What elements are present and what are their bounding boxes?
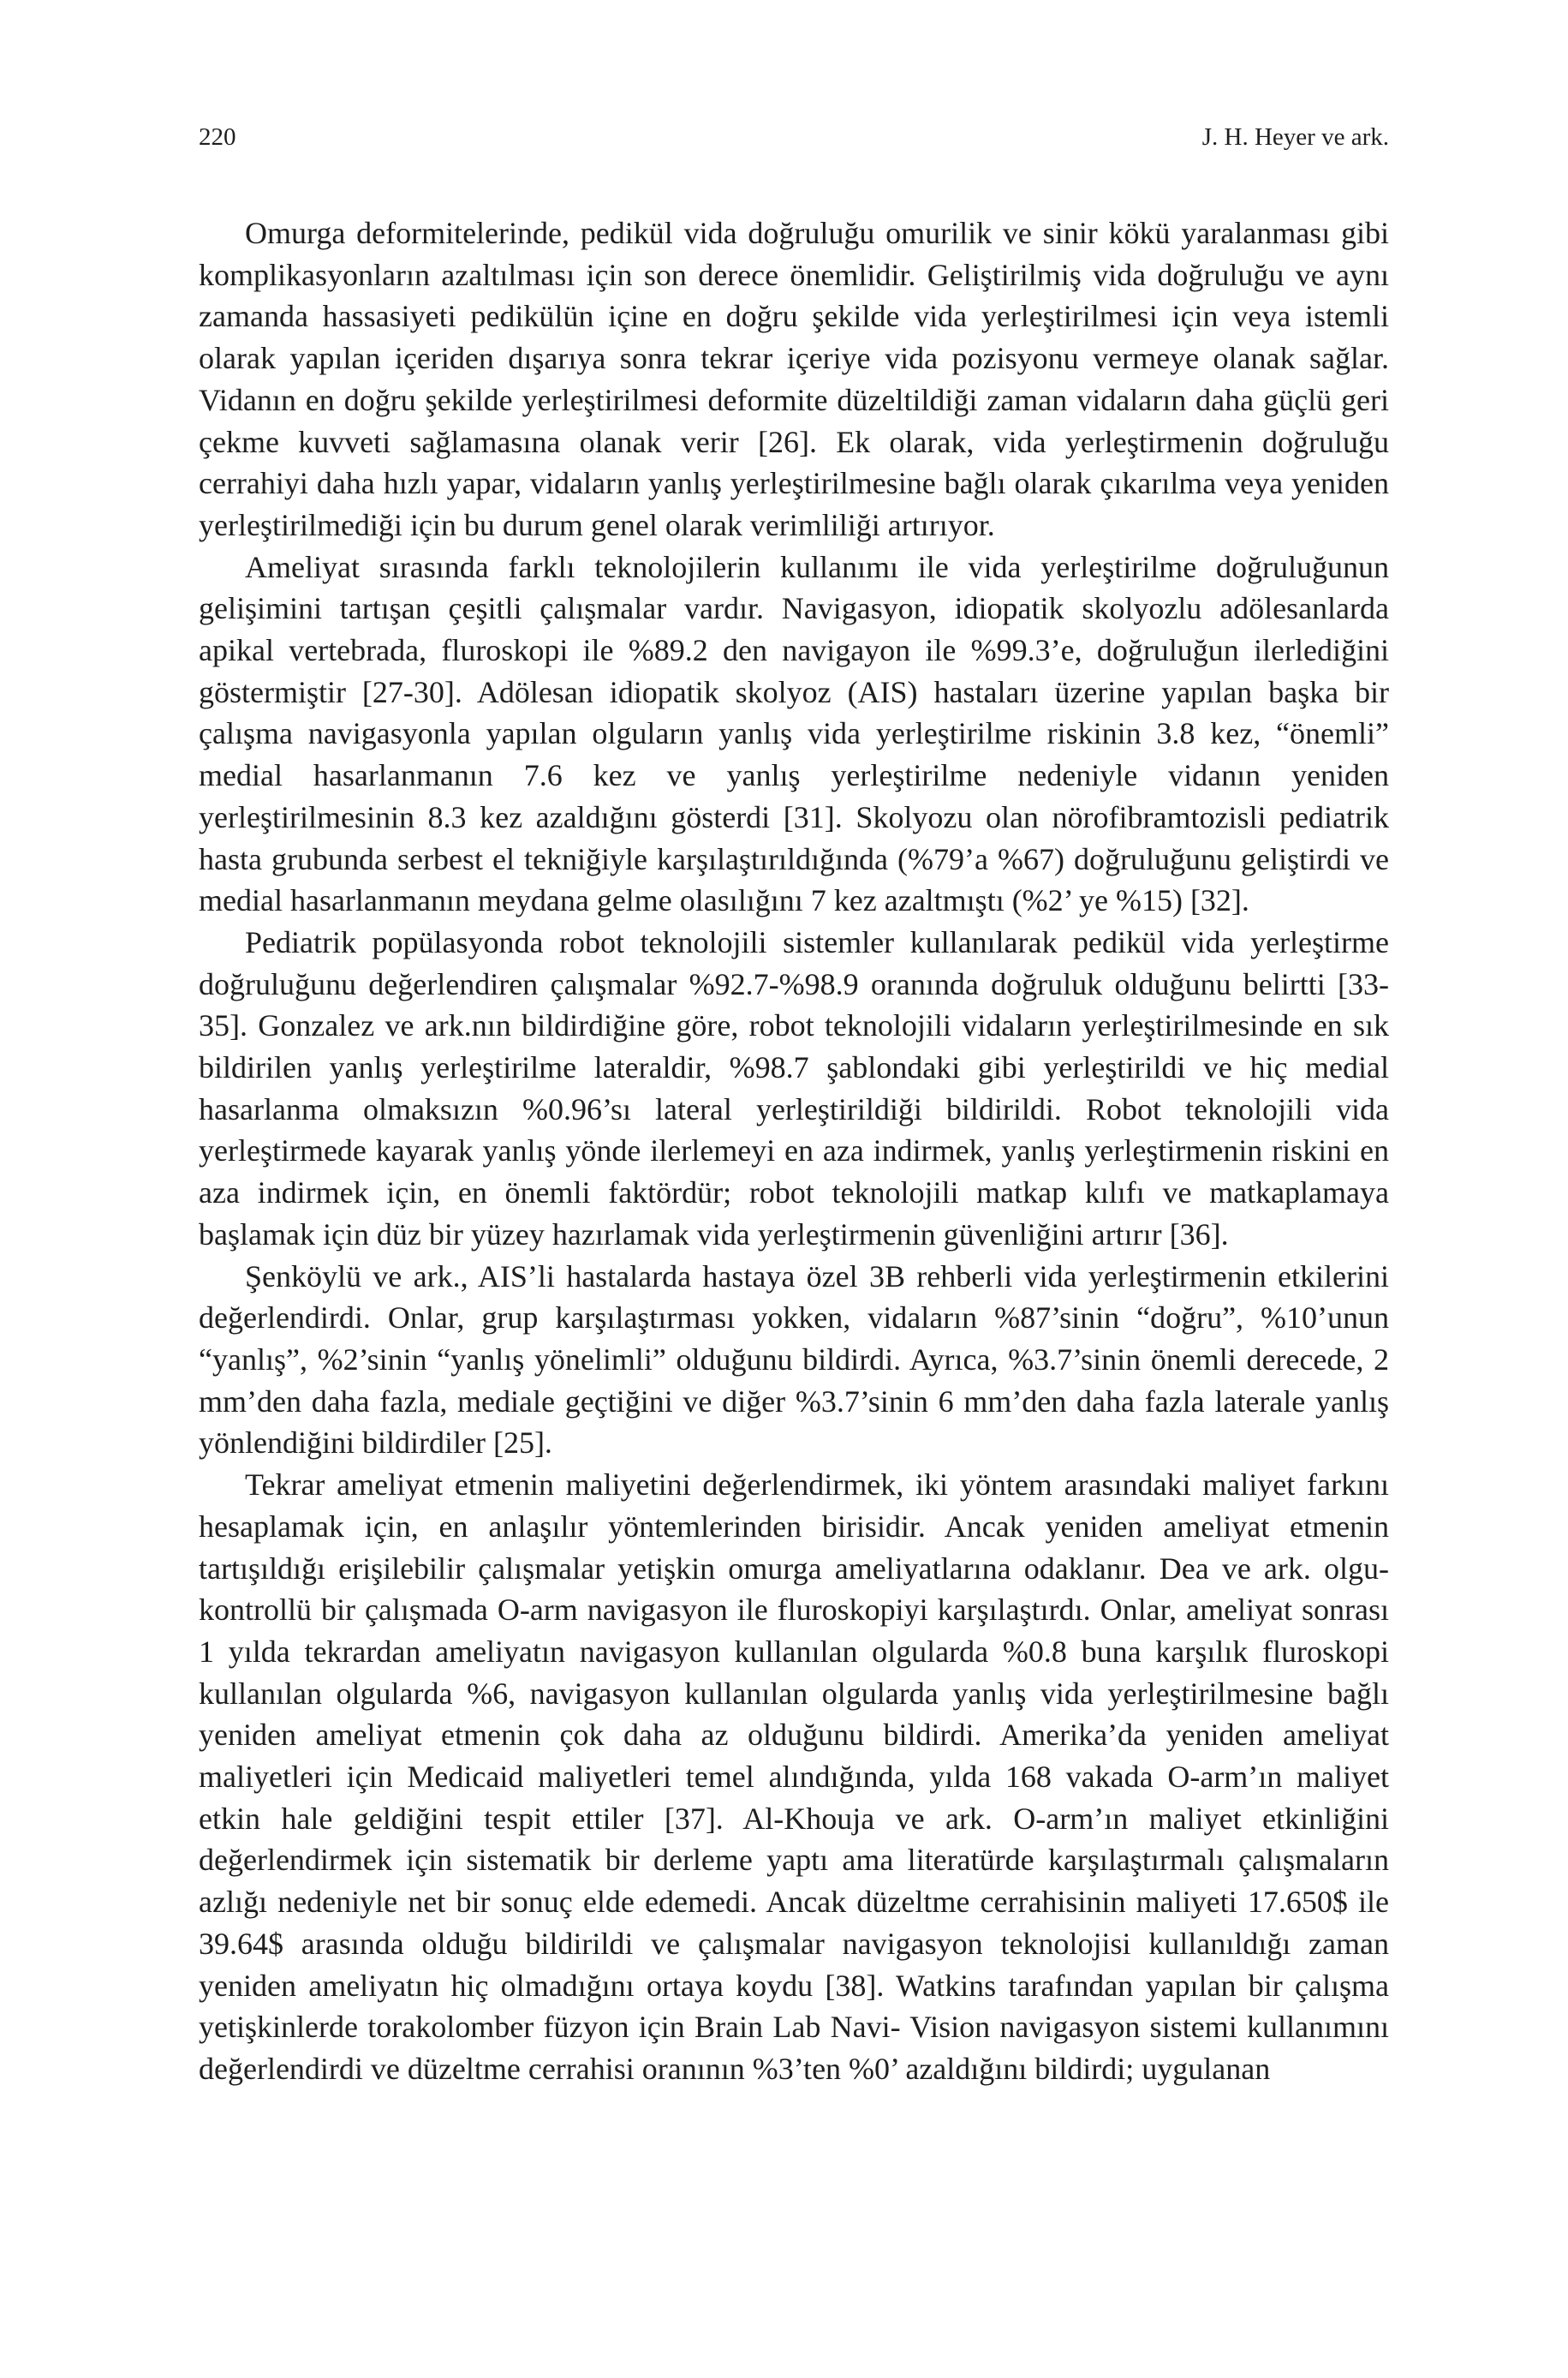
paragraph-3d-guided-screws: Şenköylü ve ark., AIS’li hastalarda hastaya özel 3B rehberli vida yerleştirmenin etkilerini değerlendirdi. Onlar, grup karşılaştırması yokken, vidaların %87’sinin “doğru”, %10’unun “yanlış”, %2’sinin “yanlış yönelimli” olduğunu bildirdi. Ayrıca, %3.7’sinin önemli derecede, 2 mm’den daha fazla, mediale geçtiğini ve diğer %3.7’sinin 6 mm’den daha fazla laterale yanlış yönlendiğini bildirdiler [25]. — [199, 1258, 1389, 1461]
page-header — [199, 120, 1389, 154]
paragraph-pedicle-screw-accuracy: Omurga deformitelerinde, pedikül vida doğruluğu omurilik ve sinir kökü yaralanması gibi komplikasyonların azaltılması için son derece önemlidir. Geliştirilmiş vida doğruluğu ve aynı zamanda hassasiyeti pedikülün içine en doğru şekilde vida yerleştirilmesi için veya istemli olarak yapılan içeriden dışarıya sonra tekrar içeriye vida pozisyonu vermeye olanak sağlar. Vidanın en doğru şekilde yerleştirilmesi deformite düzeltildiği zaman vidaların daha güçlü geri çekme kuvveti sağlamasına olanak verir [26]. Ek olarak, vida yerleştirmenin doğruluğu cerrahiyi daha hızlı yapar, vidaların yanlış yerleştirilmesine bağlı olarak çıkarılma veya yeniden yerleştirilmediği için bu durum genel olarak verimliliği artırıyor. — [199, 216, 1389, 542]
running-head: J. H. Heyer ve ark. — [1201, 123, 1389, 151]
page-number: 220 — [199, 123, 236, 151]
paragraph-robotic-systems: Pediatrik popülasyonda robot teknolojili sistemler kullanılarak pedikül vida yerleştirme doğruluğunu değerlendiren çalışmalar %92.7-%98.9 oranında doğruluk olduğunu belirtti [33-35]. Gonzalez ve ark.nın bildirdiğine göre, robot teknolojili vidaların yerleştirilmesinde en sık bildirilen yanlış yerleştirilme lateraldir, %98.7 şablondaki gibi yerleştirildi ve hiç medial hasarlanma olmaksızın %0.96’sı lateral yerleştirildiği bildirildi. Robot teknolojili vida yerleştirmede kayarak yanlış yönde ilerlemeyi en aza indirmek, yanlış yerleştirmenin riskini en aza indirmek için, en önemli faktördür; robot teknolojili matkap kılıfı ve matkaplamaya başlamak için düz bir yüzey hazırlamak vida yerleştirmenin güvenliğini artırır [36]. — [199, 924, 1389, 1252]
body-text — [199, 212, 1389, 2090]
paragraph-revision-cost: Tekrar ameliyat etmenin maliyetini değerlendirmek, iki yöntem arasındaki maliyet farkını hesaplamak için, en anlaşılır yöntemlerinden birisidir. Ancak yeniden ameliyat etmenin tartışıldığı erişilebilir çalışmalar yetişkin omurga ameliyatlarına odaklanır. Dea ve ark. olgu-kontrollü bir çalışmada O-arm navigasyon ile fluroskopiyi karşılaştırdı. Onlar, ameliyat sonrası 1 yılda tekrardan ameliyatın navigasyon kullanılan olgularda %0.8 buna karşılık fluroskopi kullanılan olgularda %6, navigasyon kullanılan olgularda yanlış vida yerleştirilmesine bağlı yeniden ameliyat etmenin çok daha az olduğunu bildirdi. Amerika’da yeniden ameliyat maliyetleri için Medicaid maliyetleri temel alındığında, yılda 168 vakada O-arm’ın maliyet etkin hale geldiğini tespit ettiler [37]. Al-Khouja ve ark. O-arm’ın maliyet etkinliğini değerlendirmek için sistematik bir derleme yaptı ama literatürde karşılaştırmalı çalışmaların azlığı nedeniyle net bir sonuç elde edemedi. Ancak düzeltme cerrahisinin maliyeti 17.650$ ile 39.64$ arasında olduğu bildirildi ve çalışmalar navigasyon teknolojisi kullanıldığı zaman yeniden ameliyatın hiç olmadığını ortaya koydu [38]. Watkins tarafından yapılan bir çalışma yetişkinlerde torakolomber füzyon için Brain Lab Navi- Vision navigasyon sistemi kullanımını değerlendirdi ve düzeltme cerrahisi oranının %3’ten %0’ azaldığını bildirdi; uygulanan — [199, 1467, 1389, 2086]
paragraph-navigation-studies: Ameliyat sırasında farklı teknolojilerin kullanımı ile vida yerleştirilme doğruluğunun gelişimini tartışan çeşitli çalışmalar vardır. Navigasyon, idiopatik skolyozlu adölesanlarda apikal vertebrada, fluroskopi ile %89.2 den navigayon ile %99.3’e, doğruluğun ilerlediğini göstermiştir [27-30]. Adölesan idiopatik skolyoz (AIS) hastaları üzerine yapılan başka bir çalışma navigasyonla yapılan olguların yanlış vida yerleştirilme riskinin 3.8 kez, “önemli” medial hasarlanmanın 7.6 kez ve yanlış yerleştirilme nedeniyle vidanın yeniden yerleştirilmesinin 8.3 kez azaldığını gösterdi [31]. Skolyozu olan nörofibramtozisli pediatrik hasta grubunda serbest el tekniğiyle karşılaştırıldığında (%79’a %67) doğruluğunu geliştirdi ve medial hasarlanmanın meydana gelme olasılığını 7 kez azaltmıştı (%2’ ye %15) [32]. — [199, 549, 1389, 918]
